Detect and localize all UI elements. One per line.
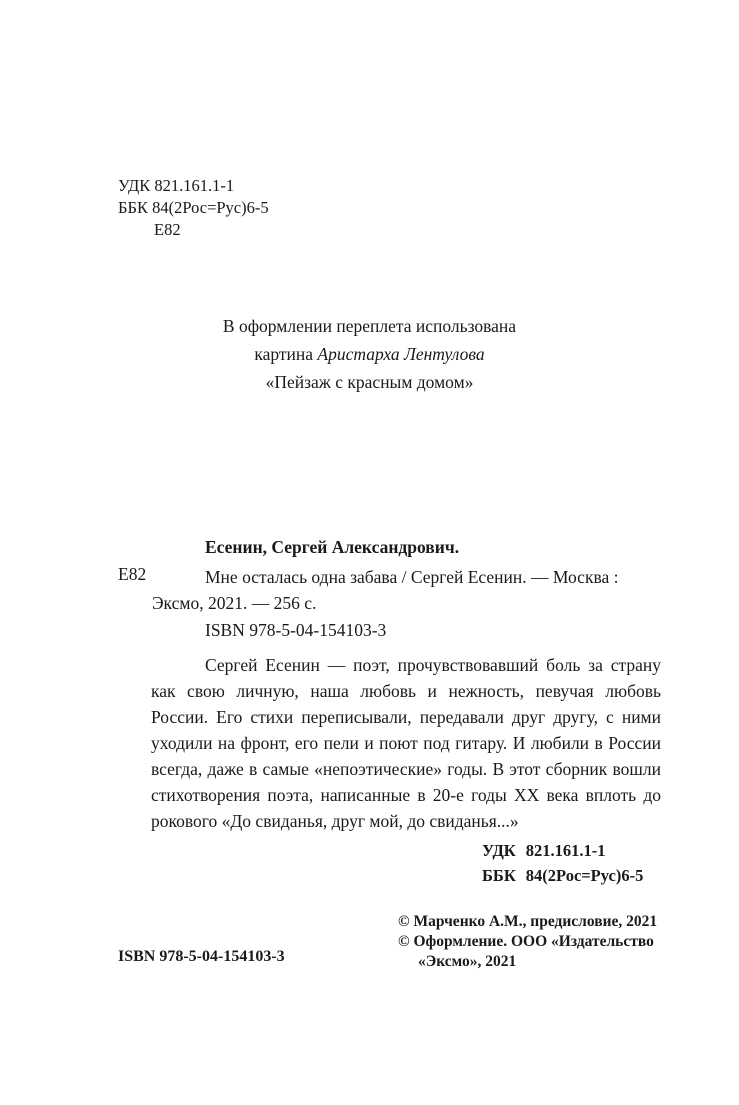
bbk-code: ББК 84(2Рос=Рус)6-5 <box>118 198 269 217</box>
top-classification-codes <box>118 175 269 241</box>
title-line-1: Мне осталась одна забава / Сергей Есенин. — Москва : <box>205 567 619 587</box>
title-line-2: Эксмо, 2021. — 256 с. <box>152 593 317 613</box>
cover-note-prefix: картина <box>254 344 318 364</box>
cover-note-line-2 <box>0 340 739 368</box>
isbn-bottom: ISBN 978-5-04-154103-3 <box>118 948 285 965</box>
entry-isbn: ISBN 978-5-04-154103-3 <box>205 620 387 640</box>
udk-code: УДК 821.161.1-1 <box>118 176 235 195</box>
cover-note-artist: Аристарха Лентулова <box>317 344 485 364</box>
annotation: Сергей Есенин — поэт, прочувствовавший боль за страну как свою личную, наша любовь и нежность, певучая любовь России. Его стихи переписывали, передавали друг другу, с ними уходили на фронт, его пели и поют под гитару. И любили в России всегда, даже в самые «непоэтические» годы. В этот сборник вошли стихотворения поэта, написанные в 20-е годы XX века вплоть до рокового «До свиданья, друг мой, до свиданья...» <box>151 655 661 831</box>
author-mark: Е82 <box>154 220 181 239</box>
bbk-label: ББК <box>482 866 516 885</box>
catalog-entry-title <box>152 564 661 616</box>
classification-codes <box>482 838 643 888</box>
udk-value: 821.161.1-1 <box>525 841 606 860</box>
cover-note-line-1: В оформлении переплета использована <box>222 316 517 336</box>
copyright-line-2: © Оформление. ООО «Издательство <box>398 933 654 950</box>
cover-note-line-3: «Пейзаж с красным домом» <box>265 372 474 392</box>
bbk-value: 84(2Рос=Рус)6-5 <box>525 866 644 885</box>
udk-row <box>482 838 643 863</box>
bbk-row <box>482 863 643 888</box>
copyright-line-1: © Марченко А.М., предисловие, 2021 <box>398 913 658 930</box>
udk-label: УДК <box>482 841 516 860</box>
author-heading: Есенин, Сергей Александрович. <box>205 537 460 557</box>
entry-author-mark: Е82 <box>118 564 147 584</box>
cover-design-note <box>0 312 739 396</box>
copyright-block <box>398 912 657 972</box>
copyright-line-3: «Эксмо», 2021 <box>418 953 517 970</box>
